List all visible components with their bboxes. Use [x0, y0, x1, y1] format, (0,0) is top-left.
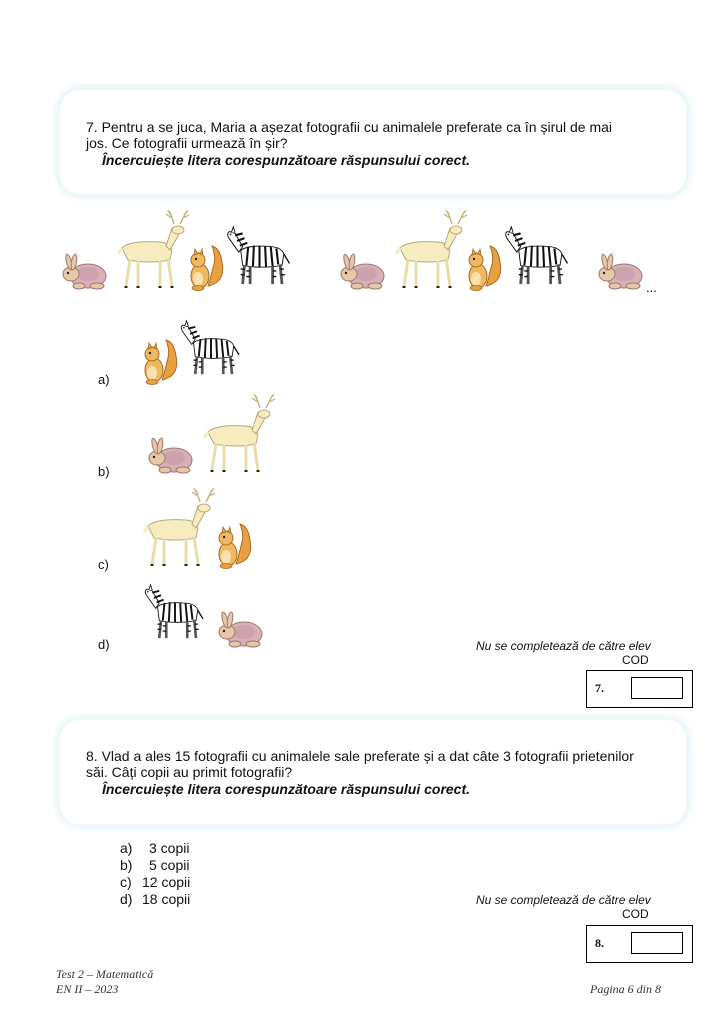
rabbit-image — [336, 252, 388, 292]
footer-exam: EN II – 2023 — [56, 982, 119, 996]
rabbit-image — [594, 252, 646, 292]
option-d-letter[interactable]: d) — [98, 637, 110, 652]
code-box-7-number: 7. — [595, 681, 604, 695]
choice-b-letter[interactable]: b) — [120, 857, 133, 873]
sequence-ellipsis: ... — [646, 280, 657, 295]
deer-image — [388, 210, 468, 290]
choice-a[interactable] — [120, 840, 190, 857]
question-8-choices — [120, 840, 190, 908]
question-8-text-line1: 8. Vlad a ales 15 fotografii cu animalele sale preferate și a dat câte 3 fotografii prietenilor — [86, 748, 634, 764]
zebra-image — [176, 316, 246, 378]
code-box-8 — [586, 925, 693, 963]
question-7-text-line2: jos. Ce fotografii urmează în șir? — [86, 135, 288, 151]
rabbit-image — [144, 436, 196, 476]
option-a-letter[interactable]: a) — [98, 372, 110, 387]
footer-test-name: Test 2 – Matematică — [56, 967, 154, 981]
choice-b[interactable] — [120, 857, 190, 874]
choice-a-text: 3 copii — [149, 840, 190, 856]
footer-page-number: Pagina 6 din 8 — [590, 982, 661, 996]
question-7-instruction: Încercuiește litera corespunzătoare răspunsului corect. — [102, 152, 471, 168]
code-box-7 — [586, 670, 693, 708]
question-7-box — [58, 88, 688, 196]
option-c-letter[interactable]: c) — [98, 557, 109, 572]
grading-note-7: Nu se completează de către elev — [476, 639, 651, 653]
question-8-box — [58, 718, 688, 826]
code-box-8-number: 8. — [595, 936, 604, 950]
zebra-image — [140, 580, 210, 642]
choice-b-text: 5 copii — [149, 857, 190, 873]
choice-c[interactable] — [120, 874, 190, 891]
question-8-instruction: Încercuiește litera corespunzătoare răspunsului corect. — [102, 781, 471, 797]
deer-image — [136, 488, 216, 568]
cod-label-7: COD — [622, 653, 649, 667]
deer-image — [196, 394, 276, 474]
cod-label-8: COD — [622, 907, 649, 921]
choice-a-letter[interactable]: a) — [120, 840, 133, 856]
choice-d[interactable] — [120, 891, 190, 908]
code-box-7-field — [631, 677, 683, 699]
code-box-8-field — [631, 932, 683, 954]
zebra-image — [222, 222, 297, 288]
question-8-text-line2: săi. Câți copii au primit fotografii? — [86, 764, 293, 780]
zebra-image — [500, 222, 575, 288]
choice-d-letter[interactable]: d) — [120, 891, 133, 907]
squirrel-image — [464, 242, 504, 292]
deer-image — [110, 210, 190, 290]
choice-c-letter[interactable]: c) — [120, 874, 132, 890]
squirrel-image — [140, 336, 180, 386]
squirrel-image — [186, 242, 226, 292]
question-7-text-line1: 7. Pentru a se juca, Maria a așezat fotografii cu animalele preferate ca în șirul de mai — [86, 119, 613, 135]
option-b-letter[interactable]: b) — [98, 464, 110, 479]
squirrel-image — [214, 520, 254, 570]
rabbit-image — [214, 610, 266, 650]
grading-note-8: Nu se completează de către elev — [476, 893, 651, 907]
rabbit-image — [58, 252, 110, 292]
choice-d-text: 18 copii — [142, 891, 191, 907]
choice-c-text: 12 copii — [142, 874, 191, 890]
